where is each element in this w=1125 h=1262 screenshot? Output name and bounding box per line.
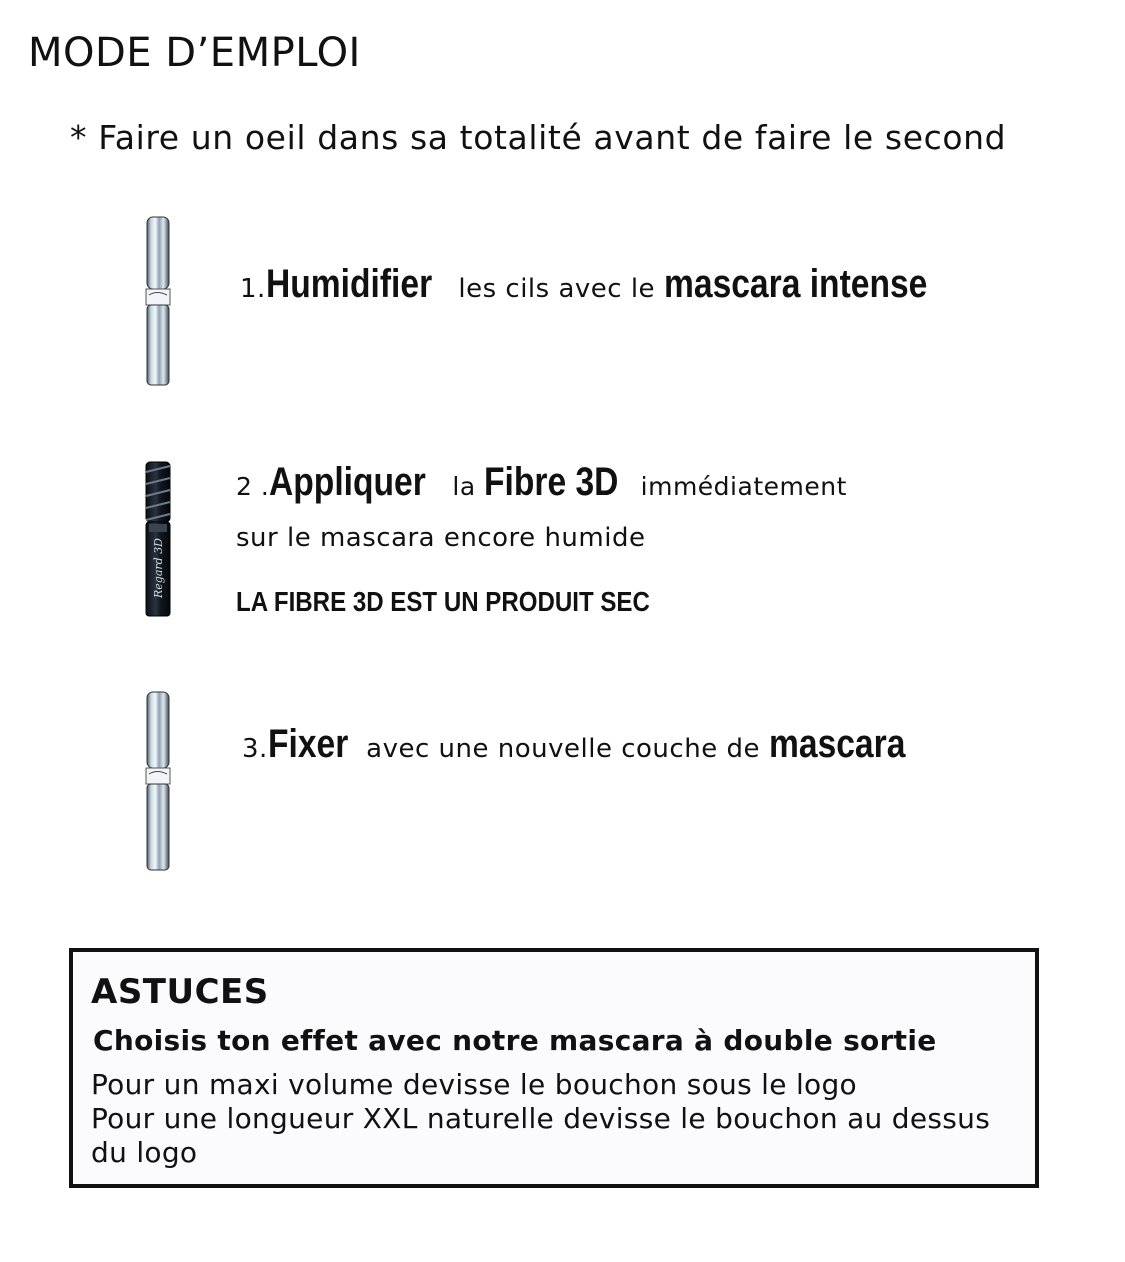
black-fiber-tube-icon bbox=[138, 458, 178, 620]
tips-subtitle: Choisis ton effet avec notre mascara à double sortie bbox=[93, 1024, 937, 1057]
tips-title: ASTUCES bbox=[91, 972, 269, 1012]
tube-label: Regard 3D bbox=[152, 537, 165, 598]
step-1-text bbox=[240, 262, 977, 307]
step-2-warning: LA FIBRE 3D EST UN PRODUIT SEC bbox=[236, 586, 650, 617]
silver-mascara-tube-icon bbox=[138, 215, 178, 390]
step-1-verb: Humidifier bbox=[265, 262, 432, 306]
usage-note: * Faire un oeil dans sa totalité avant de faire le second bbox=[70, 118, 1007, 157]
step-3-text bbox=[242, 722, 931, 767]
step-2-line-2: sur le mascara encore humide bbox=[236, 523, 646, 553]
tips-body bbox=[91, 1068, 1021, 1170]
tips-box bbox=[69, 948, 1039, 1188]
step-2-text-middle: la bbox=[443, 472, 485, 501]
step-2-text-end: immédiatement bbox=[632, 472, 847, 501]
step-3-text-middle: avec une nouvelle couche de bbox=[357, 734, 769, 764]
step-3-verb: Fixer bbox=[267, 722, 349, 766]
step-2-number: 2 . bbox=[236, 472, 270, 501]
step-2-product: Fibre 3D bbox=[484, 460, 619, 504]
silver-mascara-tube-icon bbox=[138, 690, 178, 875]
step-3-number: 3. bbox=[242, 734, 268, 764]
tips-line-2: Pour une longueur XXL naturelle devisse le bouchon au dessus du logo bbox=[91, 1102, 991, 1169]
tips-line-1: Pour un maxi volume devisse le bouchon sous le logo bbox=[91, 1068, 857, 1101]
step-3-product: mascara bbox=[768, 722, 906, 766]
page-title: MODE D’EMPLOI bbox=[28, 30, 361, 76]
step-1-number: 1. bbox=[240, 274, 266, 304]
step-2-verb: Appliquer bbox=[269, 460, 427, 504]
step-1-text-middle: les cils avec le bbox=[449, 274, 664, 304]
step-2-text bbox=[236, 460, 847, 505]
step-1-product: mascara intense bbox=[663, 262, 928, 306]
